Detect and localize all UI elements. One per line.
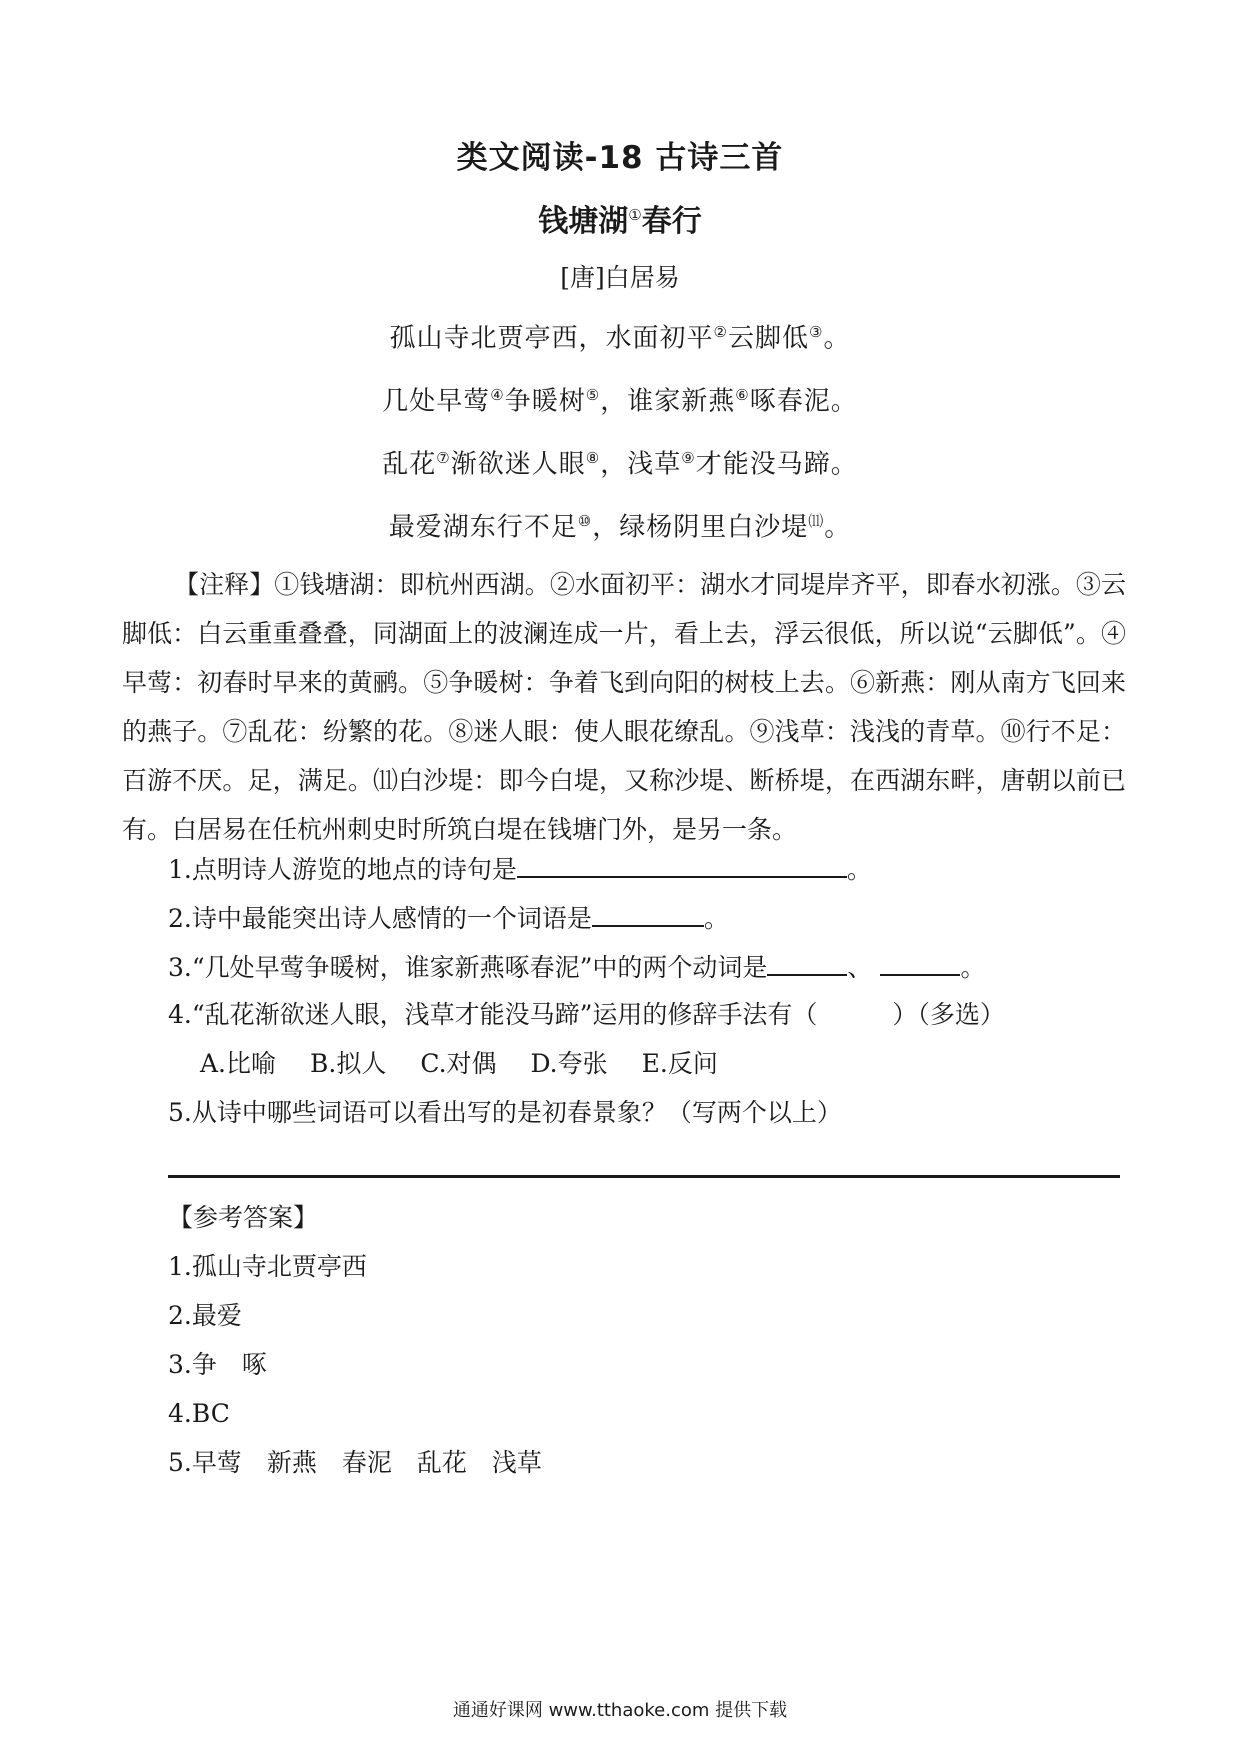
question-4: 4.“乱花渐欲迷人眼，浅草才能没马蹄”运用的修辞手法有（ ）（多选）	[168, 1000, 1005, 1029]
poem-text: ，谁家新燕	[600, 386, 736, 417]
poem-text: 云脚低	[727, 323, 809, 354]
answer-blank[interactable]	[592, 897, 704, 927]
poem-title-text: 钱塘湖	[538, 204, 629, 239]
answer-item: 5.早莺 新燕 春泥 乱花 浅草	[168, 1448, 542, 1477]
question-3	[168, 946, 1128, 995]
poem-author: [唐]白居易	[560, 263, 680, 292]
poem-text: 。	[824, 512, 852, 543]
footnote-marker: ⑤	[585, 386, 601, 404]
answer-item: 4.BC	[168, 1399, 230, 1428]
poem-title-suffix: 春行	[641, 204, 702, 239]
footnote-marker: ①	[628, 206, 642, 224]
answer-blank[interactable]	[517, 848, 847, 878]
option-e: E.反问	[641, 1049, 718, 1078]
answer-item: 1.孤山寺北贾亭西	[168, 1252, 367, 1281]
poem-text: 。	[823, 323, 851, 354]
footnote-marker: ③	[809, 323, 824, 341]
footnote-marker: ②	[713, 323, 728, 341]
question-punct: 。	[846, 855, 872, 884]
question-2	[168, 897, 1128, 946]
option-a: A.比喻	[200, 1049, 277, 1078]
footnote-marker: ⑾	[808, 512, 825, 530]
answer-item: 3.争 啄	[168, 1350, 267, 1379]
question-text: 1.点明诗人游览的地点的诗句是	[168, 855, 517, 884]
question-punct: 。	[960, 953, 986, 982]
poem-text: 争暖树	[504, 386, 586, 417]
answer-blank[interactable]	[767, 946, 847, 976]
question-text: 2.诗中最能突出诗人感情的一个词语是	[168, 904, 592, 933]
annotations	[122, 560, 1126, 854]
poem-body	[0, 312, 1240, 564]
answer-key	[168, 1198, 1068, 1492]
section-divider	[168, 1175, 1120, 1178]
poem-text: ，绿杨阴里白沙堤	[592, 512, 809, 543]
question-punct: 。	[703, 904, 729, 933]
poem-title	[0, 196, 1240, 240]
poem-text: 啄春泥。	[749, 386, 858, 417]
poem-text: 渐欲迷人眼	[450, 449, 586, 480]
footnote-marker: ⑩	[577, 512, 593, 530]
poem-line	[0, 438, 1240, 501]
page-title: 类文阅读-18 古诗三首	[456, 140, 784, 176]
question-list	[168, 848, 1128, 1142]
option-d: D.夸张	[530, 1049, 608, 1078]
footer-credit: 通通好课网 www.tthaoke.com 提供下载	[452, 1700, 788, 1721]
question-4-options	[168, 1044, 1128, 1093]
poem-text: 才能没马蹄。	[695, 449, 858, 480]
question-1	[168, 848, 1128, 897]
poem-text: 几处早莺	[382, 386, 491, 417]
answer-key-heading: 【参考答案】	[168, 1203, 319, 1232]
footnote-marker: ⑧	[585, 449, 601, 467]
footnote-marker: ⑥	[735, 386, 750, 404]
option-c: C.对偶	[420, 1049, 497, 1078]
poem-line	[0, 501, 1240, 564]
footnote-marker: ⑦	[436, 449, 451, 467]
answer-item: 2.最爱	[168, 1301, 242, 1330]
question-text: 3.“几处早莺争暖树，谁家新燕啄春泥”中的两个动词是	[168, 953, 768, 982]
footnote-marker: ⑨	[681, 449, 696, 467]
poem-text: 孤山寺北贾亭西，水面初平	[389, 323, 714, 354]
poem-text: ，浅草	[600, 449, 682, 480]
poem-text: 最爱湖东行不足	[388, 512, 578, 543]
poem-text: 乱花	[382, 449, 437, 480]
poem-line	[0, 312, 1240, 375]
poem-line	[0, 375, 1240, 438]
question-punct: 、	[847, 953, 873, 982]
answer-blank[interactable]	[880, 946, 960, 976]
footnote-marker: ④	[490, 386, 505, 404]
option-b: B.拟人	[310, 1049, 387, 1078]
question-5: 5.从诗中哪些词语可以看出写的是初春景象？（写两个以上）	[168, 1098, 842, 1127]
annotations-text: 【注释】①钱塘湖：即杭州西湖。②水面初平：湖水才同堤岸齐平，即春水初涨。③云脚低：白云重重叠叠，同湖面上的波澜连成一片，看上去，浮云很低，所以说“云脚低”。④早莺：初春时早来的黄鹂。⑤争暖树：争着飞到向阳的树枝上去。⑥新燕：刚从南方飞回来的燕子。⑦乱花：纷繁的花。⑧迷人眼：使人眼花缭乱。⑨浅草：浅浅的青草。⑩行不足：百游不厌。足，满足。⑾白沙堤：即今白堤，又称沙堤、断桥堤，在西湖东畔，唐朝以前已有。白居易在任杭州刺史时所筑白堤在钱塘门外，是另一条。	[122, 570, 1126, 844]
